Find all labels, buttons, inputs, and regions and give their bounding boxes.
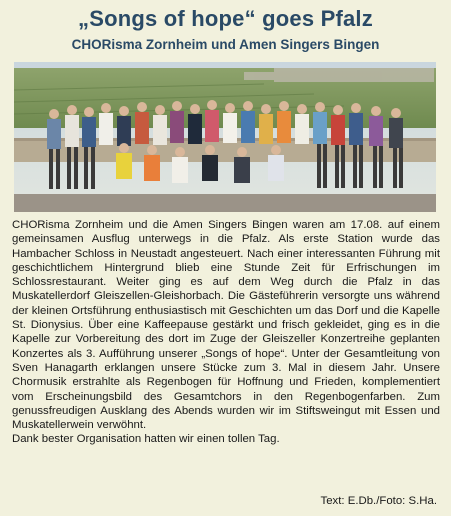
- article-body: [12, 218, 440, 447]
- article-closing: Dank bester Organisation hatten wir einen tollen Tag.: [12, 433, 280, 446]
- article-paragraph: CHORisma Zornheim und die Amen Singers Bingen waren am 17.08. auf einem gemeinsamen Ausflug unterwegs in die Pfalz. Als erste Station wurde das Hambacher Schloss in Neustadt angesteuert. Nach einer interessanten Führung mit geschichtlichem Hintergrund blieb eine Stunde Zeit für Erfrischungen im Schlossrestaurant. Weiter ging es auf dem Weg durch die Pfalz in das Muskatellerdorf Gleiszellen-Gleishorbach. Die Gästeführerin versorgte uns während der kleinen Ortsführung enthusiastisch mit Geschichten um das Dorf und die Kapelle St. Dionysius. Über eine Kaffeepause gestärkt und frisch gekleidet, ging es in die Kapelle zur Vorbereitung des dort im Zuge der Gleiszeller Konzertreihe geplanten Konzertes als 3. Aufführung unserer „Songs of hope“. Unter der Gesamtleitung von Sven Hanagarth erklangen unsere Stücke zum 3. Mal in diesem Jahr. Unsere Chormusik erstrahlte als Regenbogen für Hoffnung und Frieden, komplementiert vom Erscheinungsbild des Gesamtchors in den Regenbogenfarben. Zum genussfreudigen Ausklang des Abends wurden wir im Stiftsweingut mit Essen und Muskatellerwein verwöhnt.: [12, 219, 440, 432]
- article-subtitle: CHORisma Zornheim und Amen Singers Bingen: [71, 37, 380, 52]
- article-title: „Songs of hope“ goes Pfalz: [78, 6, 373, 31]
- article-credit: Text: E.Db./Foto: S.Ha.: [320, 495, 437, 507]
- group-photo: [14, 62, 436, 212]
